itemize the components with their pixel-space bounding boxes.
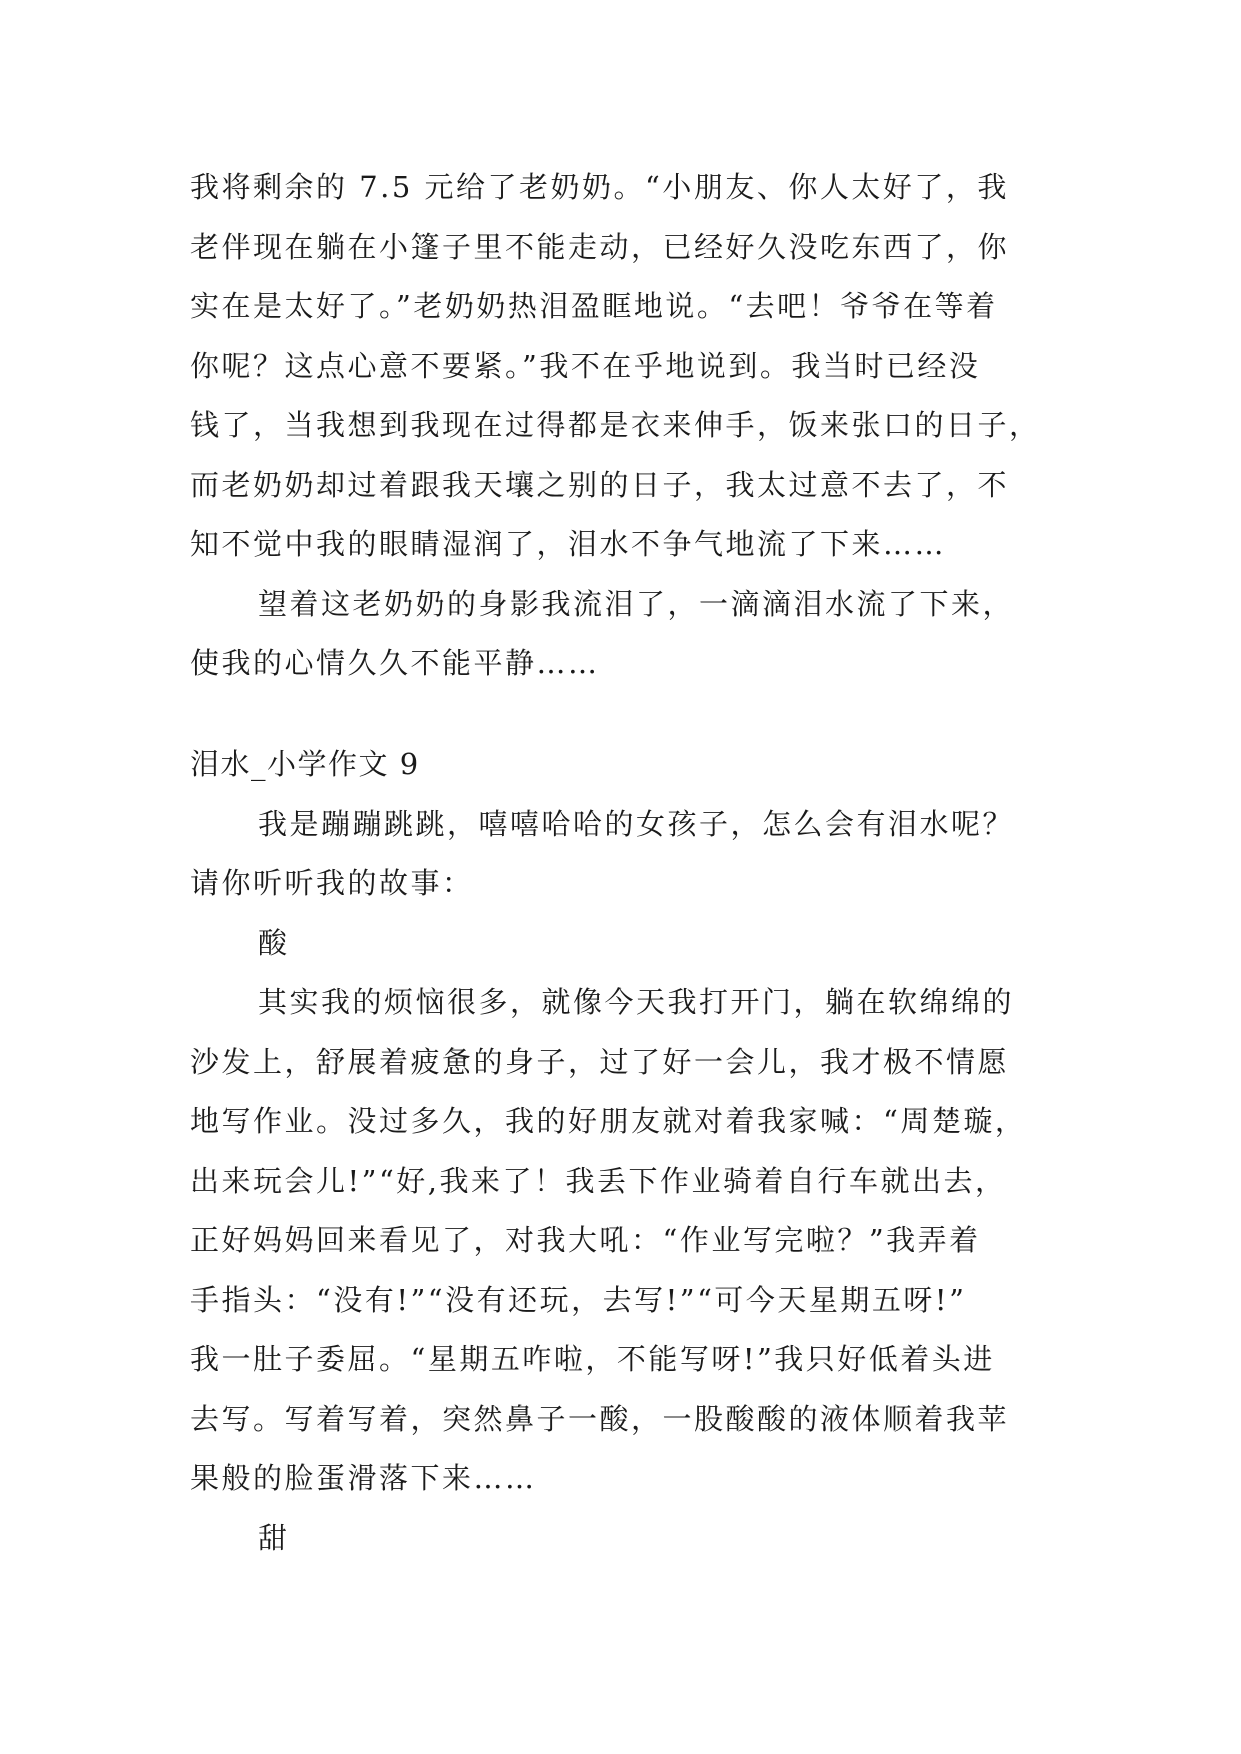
text-line: 望着这老奶奶的身影我流泪了，一滴滴泪水流了下来， bbox=[258, 586, 1015, 621]
text-line: 果般的脸蛋滑落下来…… bbox=[190, 1461, 537, 1495]
essay-title: 泪水_小学作文 9 bbox=[190, 747, 420, 781]
text-line: 正好妈妈回来看见了，对我大吼：“作业写完啦？”我弄着 bbox=[190, 1223, 981, 1257]
paragraph-sour bbox=[190, 973, 1060, 1509]
text-line: 钱了，当我想到我现在过得都是衣来伸手，饭来张口的日子， bbox=[190, 408, 1041, 442]
text-line: 你呢？这点心意不要紧。”我不在乎地说到。我当时已经没 bbox=[190, 348, 981, 383]
text-line: 出来玩会儿!”“好,我来了！我丢下作业骑着自行车就出去， bbox=[190, 1163, 1007, 1198]
text-line: 而老奶奶却过着跟我天壤之别的日子，我太过意不去了，不 bbox=[190, 467, 1010, 502]
text-line: 沙发上，舒展着疲惫的身子，过了好一会儿，我才极不情愿 bbox=[190, 1044, 1010, 1079]
story-continuation bbox=[190, 158, 1060, 694]
text-line: 地写作业。没过多久，我的好朋友就对着我家喊：“周楚璇， bbox=[190, 1104, 1027, 1138]
text-line: 我是蹦蹦跳跳，嘻嘻哈哈的女孩子，怎么会有泪水呢？ bbox=[258, 806, 1015, 841]
text-line: 其实我的烦恼很多，就像今天我打开门，躺在软绵绵的 bbox=[258, 985, 1015, 1019]
text-line: 去写。写着写着，突然鼻子一酸，一股酸酸的液体顺着我苹 bbox=[190, 1401, 1010, 1436]
essay-section bbox=[190, 735, 1060, 1568]
text-line: 我将剩余的 7.5 元给了老奶奶。“小朋友、你人太好了，我 bbox=[190, 170, 1009, 204]
paragraph-intro bbox=[190, 795, 1060, 914]
text-line: 我一肚子委屈。“星期五咋啦，不能写呀!”我只好低着头进 bbox=[190, 1342, 995, 1376]
text-line: 使我的心情久久不能平静…… bbox=[190, 646, 600, 680]
text-line: 手指头：“没有!”“没有还玩，去写!”“可今天星期五呀!” bbox=[190, 1282, 967, 1317]
text-line: 知不觉中我的眼睛湿润了，泪水不争气地流了下来…… bbox=[190, 527, 947, 561]
subheading-sweet: 甜 bbox=[258, 1520, 290, 1555]
text-line: 老伴现在躺在小篷子里不能走动，已经好久没吃东西了，你 bbox=[190, 229, 1010, 264]
text-line: 请你听听我的故事： bbox=[190, 866, 474, 900]
paragraph-tears bbox=[190, 575, 1060, 694]
subheading-sour: 酸 bbox=[258, 925, 290, 960]
paragraph-grandma-gift bbox=[190, 158, 1060, 575]
text-line: 实在是太好了。”老奶奶热泪盈眶地说。“去吧！爷爷在等着 bbox=[190, 289, 998, 323]
